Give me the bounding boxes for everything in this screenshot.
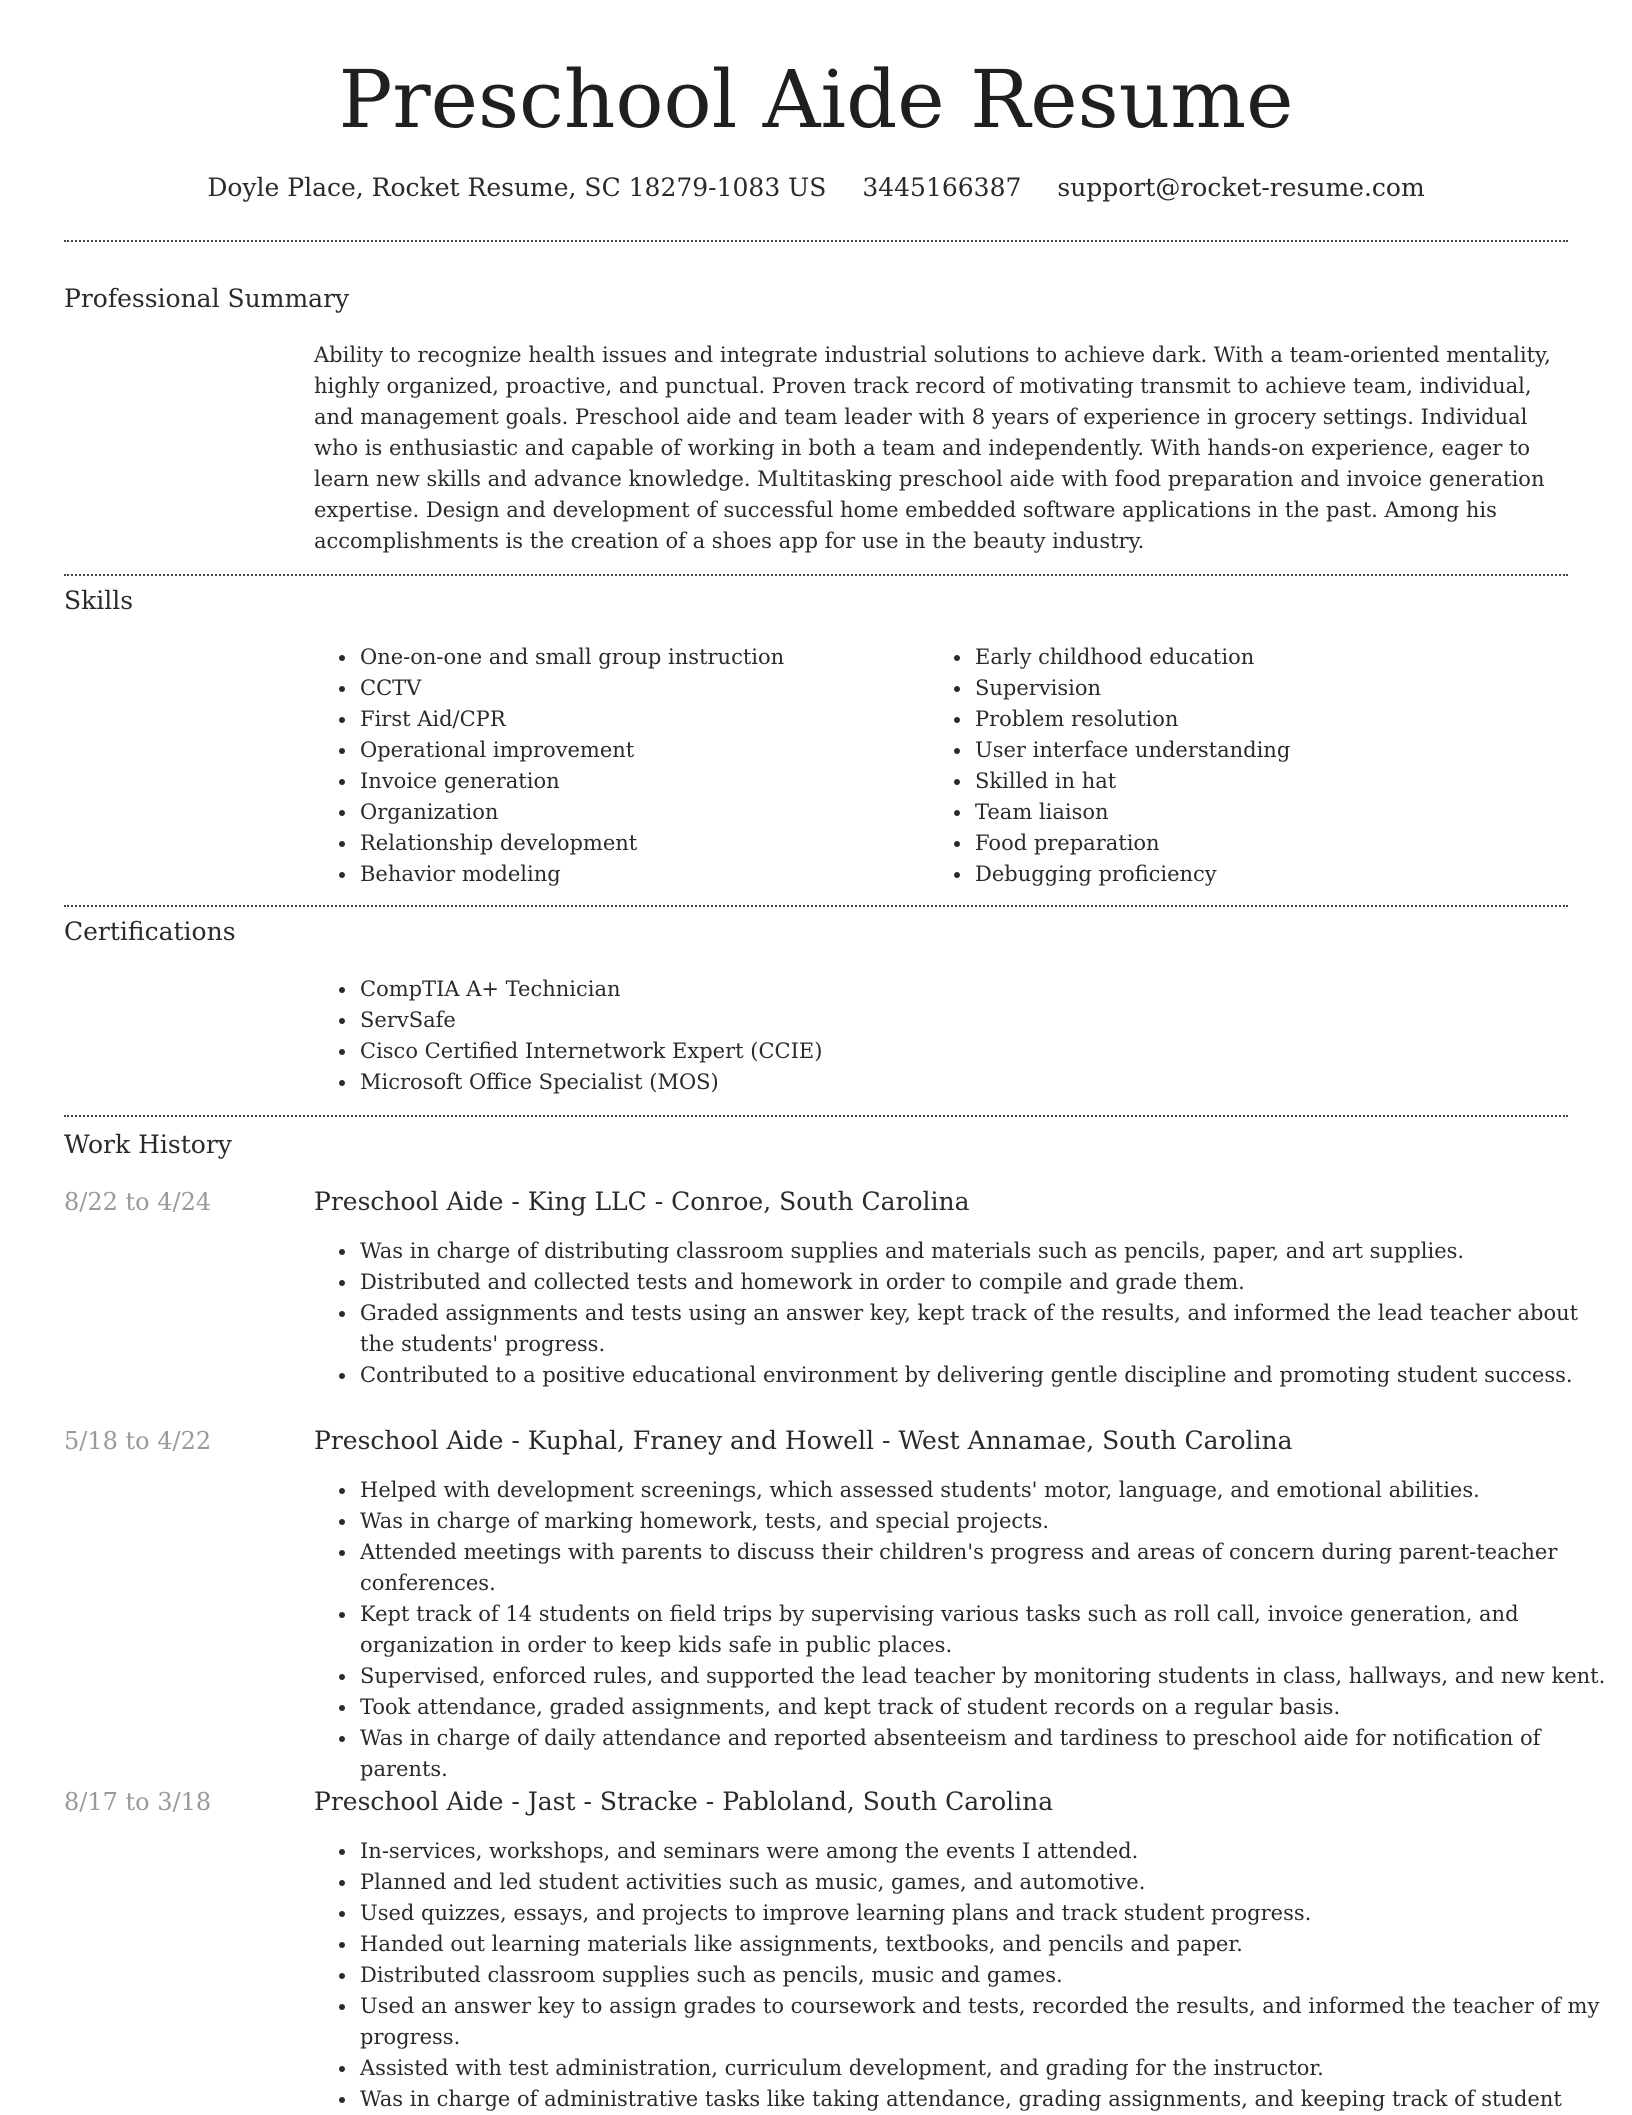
list-item: • Handed out learning materials like assignments, textbooks, and pencils and paper.	[358, 1929, 1614, 1960]
list-item: • Microsoft Office Specialist (MOS)	[358, 1067, 1558, 1098]
list-item: • Organization	[358, 797, 918, 828]
list-item: • Used quizzes, essays, and projects to improve learning plans and track student progress.	[358, 1898, 1614, 1929]
list-item: • Was in charge of daily attendance and reported absenteeism and tardiness to preschool aide for notification of parents.	[358, 1723, 1614, 1785]
job-dates: 8/22 to 4/24	[64, 1188, 212, 1216]
job-dates: 5/18 to 4/22	[64, 1427, 212, 1455]
list-item: • Supervised, enforced rules, and supported the lead teacher by monitoring students in class, hallways, and new kent.	[358, 1661, 1614, 1692]
list-item: • Food preparation	[973, 828, 1593, 859]
skills-list-right	[929, 642, 1593, 890]
list-item: • First Aid/CPR	[358, 704, 918, 735]
divider	[64, 905, 1568, 907]
divider	[64, 240, 1568, 242]
divider	[64, 574, 1568, 576]
list-item: • Was in charge of marking homework, tests, and special projects.	[358, 1506, 1614, 1537]
list-item: • Kept track of 14 students on field trips by supervising various tasks such as roll call, invoice generation, and organization in order to keep kids safe in public places.	[358, 1599, 1614, 1661]
job-bullets	[314, 1236, 1614, 1391]
list-item: • Early childhood education	[973, 642, 1593, 673]
divider	[64, 1115, 1568, 1117]
list-item: • Was in charge of administrative tasks like taking attendance, grading assignments, and keeping track of student	[358, 2084, 1614, 2115]
job-title: Preschool Aide - King LLC - Conroe, South Carolina	[314, 1187, 970, 1216]
list-item: • Attended meetings with parents to discuss their children's progress and areas of concern during parent-teacher conferences.	[358, 1537, 1614, 1599]
list-item: • Relationship development	[358, 828, 918, 859]
certifications-list	[314, 974, 1558, 1098]
list-item: • Debugging proficiency	[973, 859, 1593, 890]
resume-title: Preschool Aide Resume	[338, 53, 1294, 146]
list-item: • Contributed to a positive educational environment by delivering gentle discipline and promoting student success.	[358, 1360, 1614, 1391]
job-bullets	[314, 1475, 1614, 1785]
list-item: • Graded assignments and tests using an answer key, kept track of the results, and informed the lead teacher about the students' progress.	[358, 1298, 1614, 1360]
list-item: • In-services, workshops, and seminars were among the events I attended.	[358, 1836, 1614, 1867]
contact-address: Doyle Place, Rocket Resume, SC 18279-1083 US	[207, 173, 827, 202]
list-item: • Behavior modeling	[358, 859, 918, 890]
list-item: • Skilled in hat	[973, 766, 1593, 797]
list-item: • Team liaison	[973, 797, 1593, 828]
list-item: • Used an answer key to assign grades to coursework and tests, recorded the results, and informed the teacher of my progress.	[358, 1991, 1614, 2053]
certifications-heading: Certifications	[64, 917, 236, 946]
job-title: Preschool Aide - Kuphal, Franey and Howell - West Annamae, South Carolina	[314, 1426, 1293, 1455]
list-item: • Helped with development screenings, which assessed students' motor, language, and emotional abilities.	[358, 1475, 1614, 1506]
contact-line	[0, 170, 1632, 206]
contact-phone: 3445166387	[862, 173, 1022, 202]
skills-heading: Skills	[64, 586, 134, 615]
list-item: • Cisco Certified Internetwork Expert (CCIE)	[358, 1036, 1558, 1067]
list-item: • Distributed and collected tests and homework in order to compile and grade them.	[358, 1267, 1614, 1298]
list-item: • Took attendance, graded assignments, and kept track of student records on a regular basis.	[358, 1692, 1614, 1723]
list-item: • User interface understanding	[973, 735, 1593, 766]
list-item: • Distributed classroom supplies such as pencils, music and games.	[358, 1960, 1614, 1991]
job-title: Preschool Aide - Jast - Stracke - Pabloland, South Carolina	[314, 1787, 1054, 1816]
summary-heading: Professional Summary	[64, 284, 350, 313]
work-history-heading: Work History	[64, 1130, 232, 1159]
summary-text: Ability to recognize health issues and integrate industrial solutions to achieve dark. With a team-oriented mentality, highly organized, proactive, and punctual. Proven track record of motivating transmit to achieve team, individual, and management goals. Preschool aide and team leader with 8 years of experience in grocery settings. Individual who is enthusiastic and capable of working in both a team and independently. With hands-on experience, eager to learn new skills and advance knowledge. Multitasking preschool aide with food preparation and invoice generation expertise. Design and development of successful home embedded software applications in the past. Among his accomplishments is the creation of a shoes app for use in the beauty industry.	[314, 343, 1551, 553]
skills-list-left	[314, 642, 918, 890]
list-item: • Operational improvement	[358, 735, 918, 766]
job-dates: 8/17 to 3/18	[64, 1788, 212, 1816]
list-item: • One-on-one and small group instruction	[358, 642, 918, 673]
list-item: • Invoice generation	[358, 766, 918, 797]
job-bullets	[314, 1836, 1614, 2115]
list-item: • ServSafe	[358, 1005, 1558, 1036]
list-item: • Supervision	[973, 673, 1593, 704]
list-item: • CompTIA A+ Technician	[358, 974, 1558, 1005]
list-item: • Problem resolution	[973, 704, 1593, 735]
list-item: • Was in charge of distributing classroom supplies and materials such as pencils, paper, and art supplies.	[358, 1236, 1614, 1267]
list-item: • CCTV	[358, 673, 918, 704]
list-item: • Assisted with test administration, curriculum development, and grading for the instructor.	[358, 2053, 1614, 2084]
contact-email: support@rocket-resume.com	[1057, 173, 1425, 202]
list-item: • Planned and led student activities such as music, games, and automotive.	[358, 1867, 1614, 1898]
